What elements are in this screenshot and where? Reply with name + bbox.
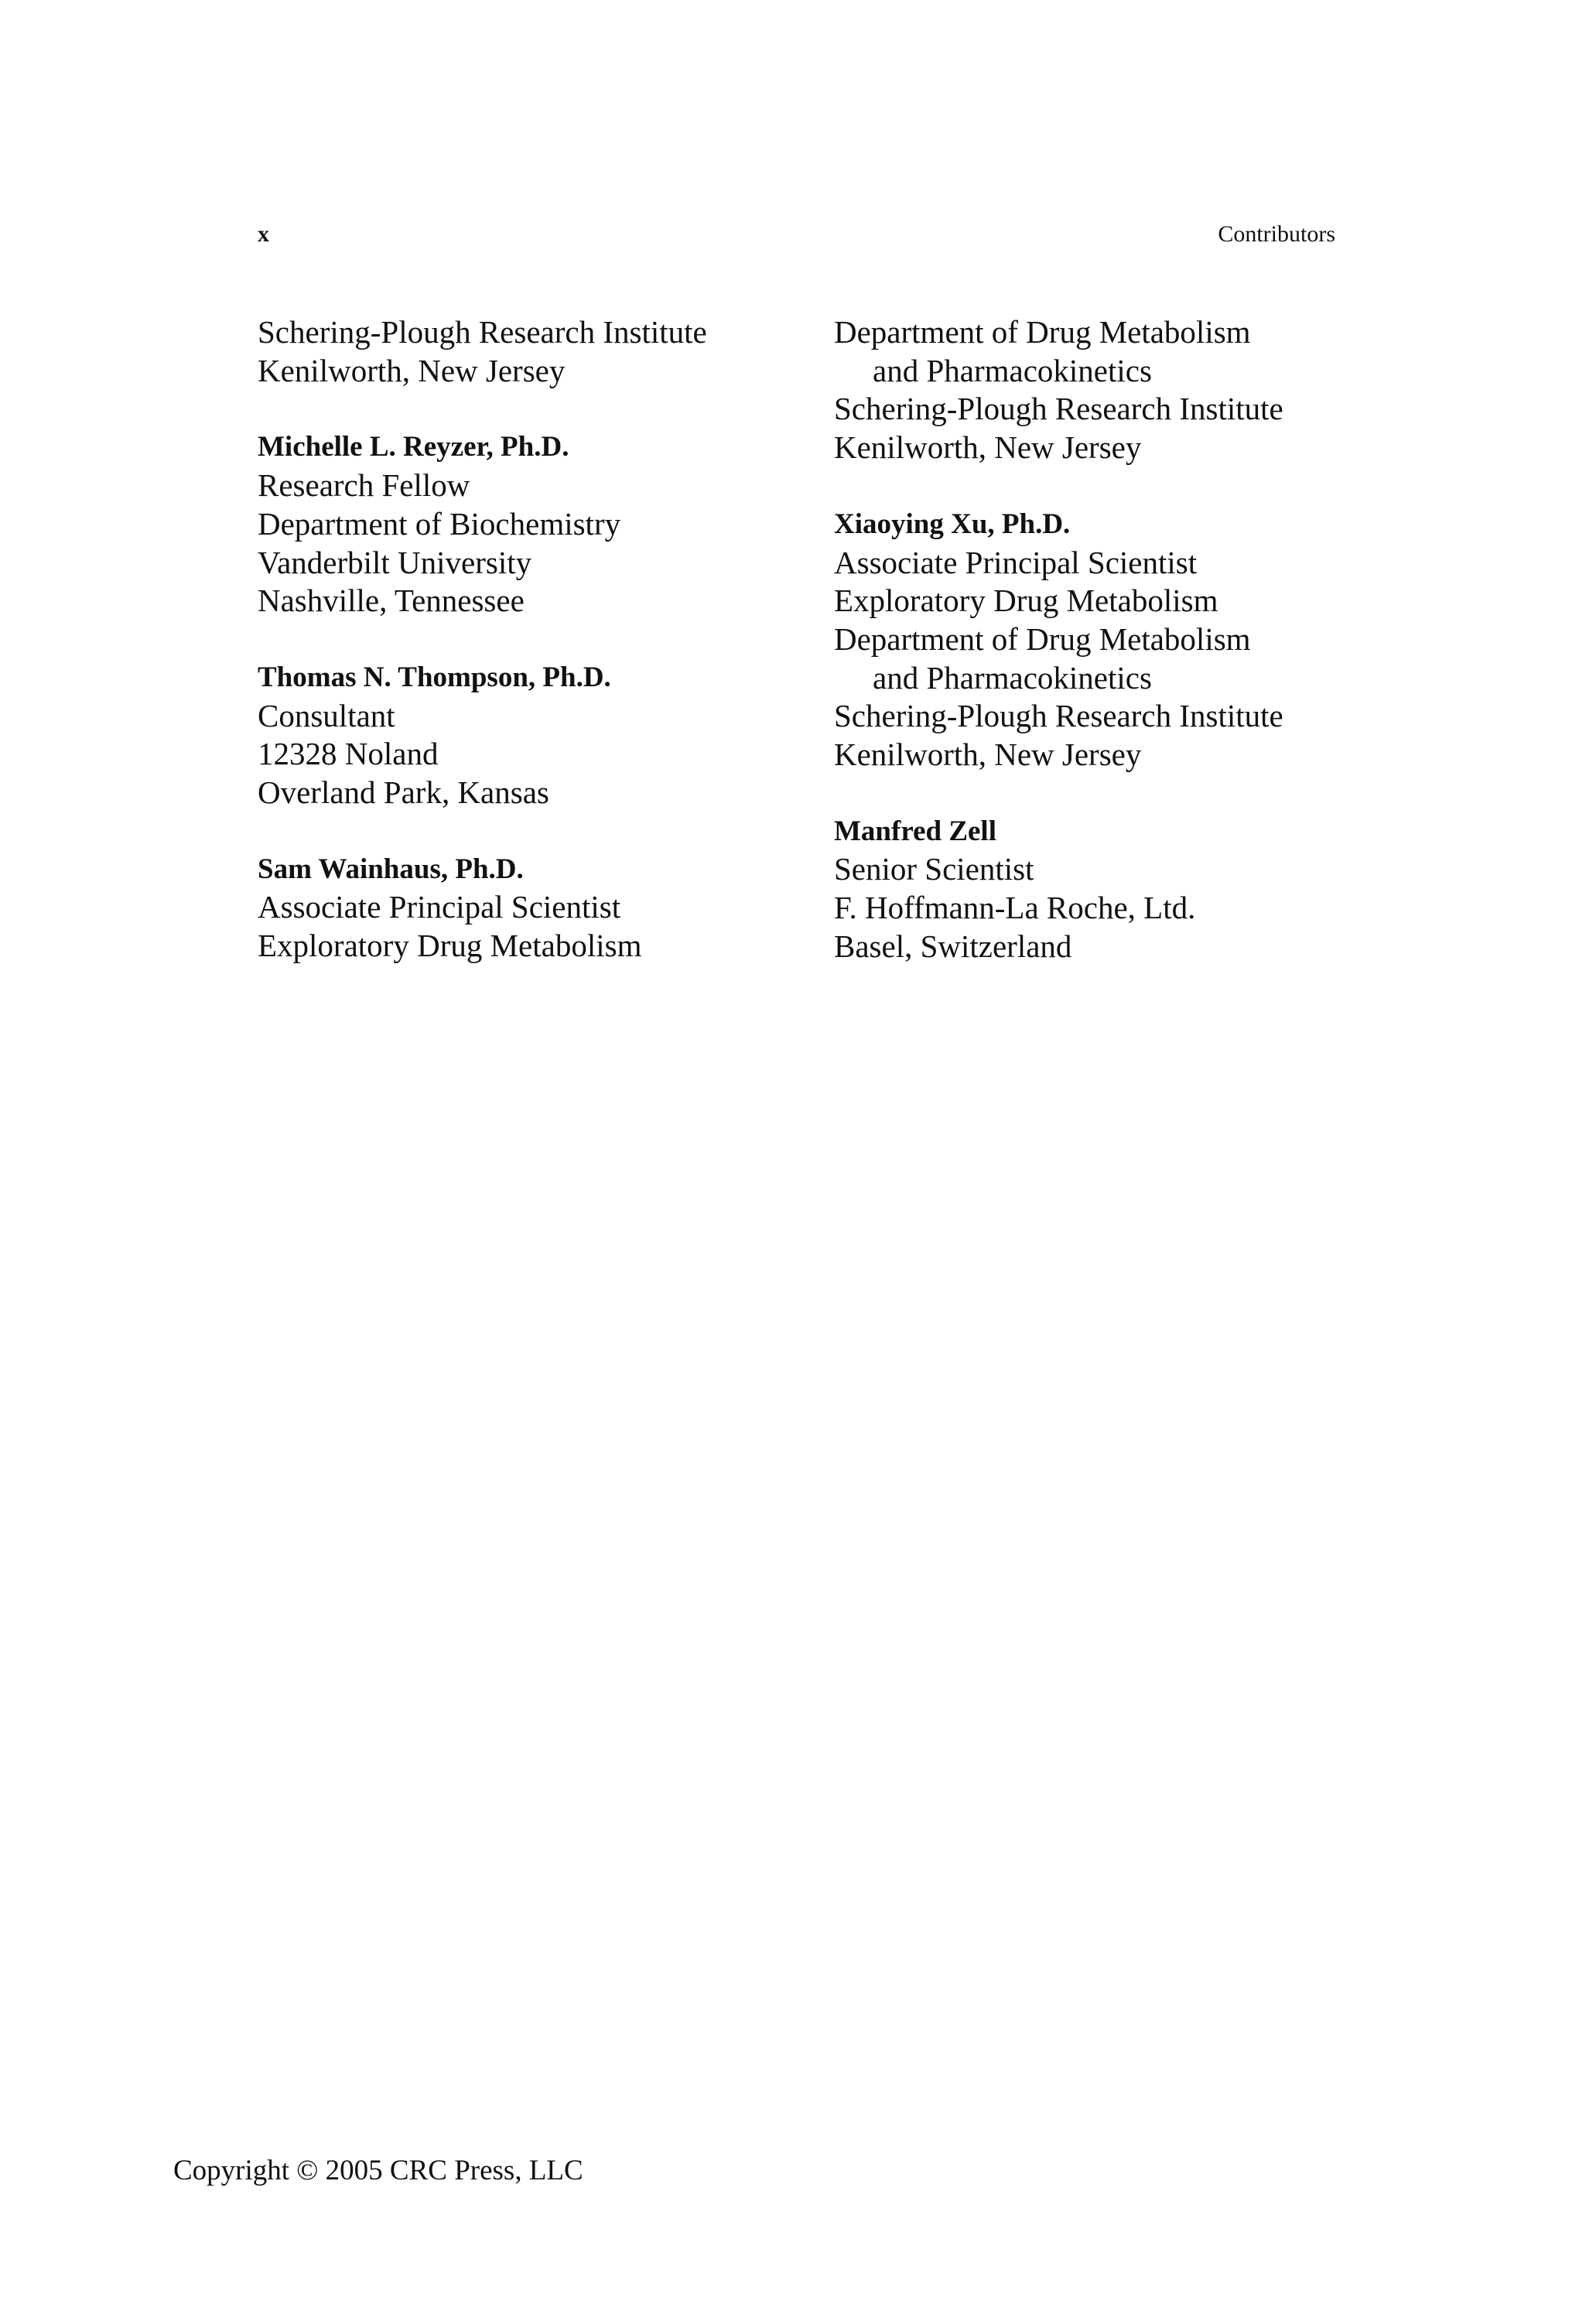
page-number: x — [258, 221, 269, 247]
contributor-name: Thomas N. Thompson, Ph.D. — [258, 661, 611, 693]
contributor-entry — [834, 812, 1376, 966]
affiliation-line: and Pharmacokinetics — [873, 352, 1152, 388]
affiliation-line: Nashville, Tennessee — [258, 583, 525, 619]
affiliation-line: Research Fellow — [258, 467, 470, 504]
affiliation-line: 12328 Noland — [258, 736, 439, 772]
affiliation-line: Kenilworth, New Jersey — [834, 737, 1142, 773]
left-column — [258, 313, 799, 966]
contributor-name: Manfred Zell — [834, 815, 996, 847]
affiliation-line: and Pharmacokinetics — [873, 659, 1152, 696]
running-header-title: Contributors — [1218, 221, 1335, 247]
continued-affiliation — [258, 313, 799, 390]
contributor-entry — [258, 428, 799, 620]
affiliation-line: Kenilworth, New Jersey — [834, 429, 1142, 466]
affiliation-line: Schering-Plough Research Institute — [834, 391, 1283, 427]
affiliation-line: Exploratory Drug Metabolism — [834, 583, 1218, 619]
affiliation-line: Senior Scientist — [834, 851, 1034, 887]
affiliation-line: Schering-Plough Research Institute — [258, 314, 707, 350]
affiliation-line: Exploratory Drug Metabolism — [258, 928, 642, 964]
affiliation-line: Basel, Switzerland — [834, 928, 1072, 964]
affiliation-line: Kenilworth, New Jersey — [258, 352, 566, 388]
contributor-entry — [258, 850, 799, 966]
right-column — [834, 313, 1376, 966]
affiliation-line: Consultant — [258, 697, 395, 733]
contributor-entry — [834, 505, 1376, 774]
affiliation-line: Associate Principal Scientist — [834, 544, 1198, 580]
affiliation-line: Associate Principal Scientist — [258, 889, 621, 925]
affiliation-line: Overland Park, Kansas — [258, 774, 549, 811]
affiliation-line: Department of Biochemistry — [258, 505, 621, 542]
contributor-name: Sam Wainhaus, Ph.D. — [258, 853, 524, 885]
affiliation-line: Vanderbilt University — [258, 544, 532, 580]
contributor-entry — [258, 658, 799, 812]
continued-affiliation — [834, 313, 1376, 467]
affiliation-line: Department of Drug Metabolism — [834, 314, 1251, 350]
affiliation-line: Department of Drug Metabolism — [834, 620, 1251, 657]
copyright-footer: Copyright © 2005 CRC Press, LLC — [173, 2155, 583, 2186]
affiliation-line: Schering-Plough Research Institute — [834, 698, 1283, 734]
contributor-name: Xiaoying Xu, Ph.D. — [834, 508, 1071, 540]
contributor-name: Michelle L. Reyzer, Ph.D. — [258, 431, 569, 463]
affiliation-line: F. Hoffmann-La Roche, Ltd. — [834, 890, 1196, 926]
